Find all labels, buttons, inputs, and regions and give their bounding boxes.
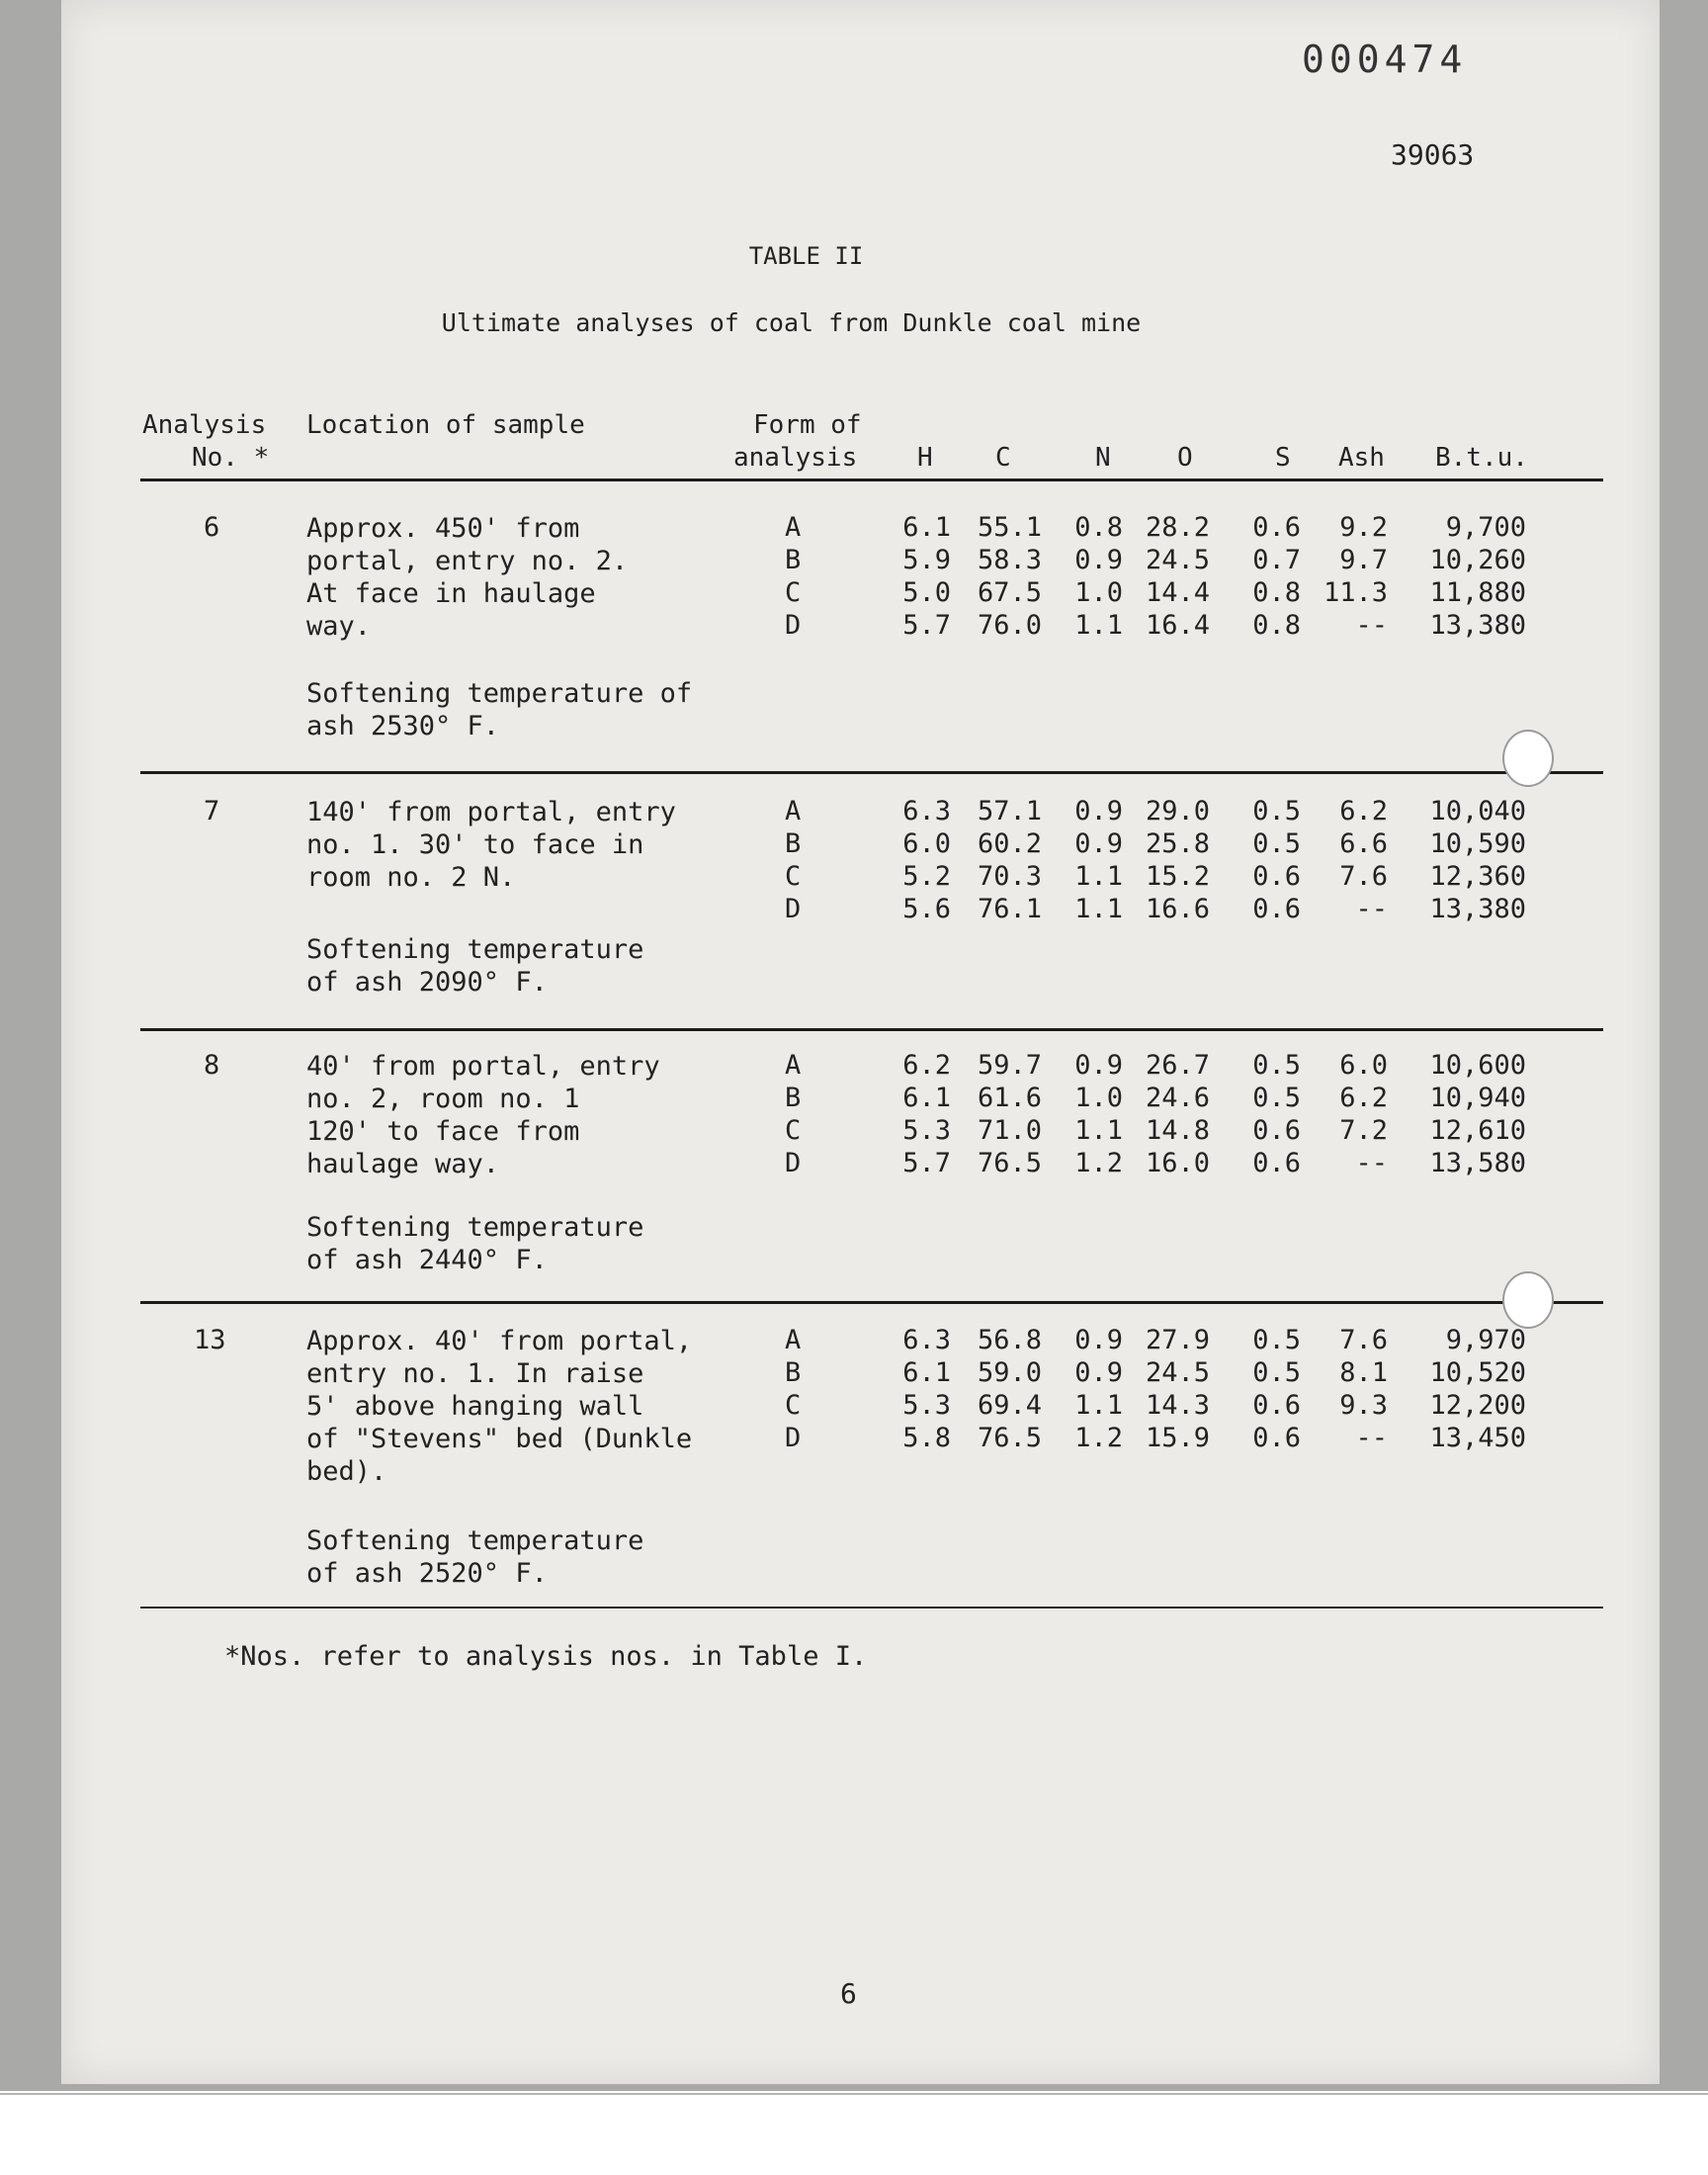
value-c: 71.0: [977, 1115, 1042, 1146]
header-analysis-no: No. *: [192, 443, 270, 473]
value-h: 6.0: [902, 828, 951, 859]
location-line: Approx. 40' from portal,: [306, 1326, 693, 1356]
analysis-number: 7: [204, 796, 220, 826]
value-c: 55.1: [977, 512, 1042, 543]
location-line: 140' from portal, entry: [306, 797, 676, 827]
value-o: 25.8: [1145, 828, 1210, 859]
value-s: 0.5: [1252, 1325, 1301, 1355]
value-ash: --: [1355, 1148, 1388, 1178]
form-of-analysis: B: [785, 1357, 802, 1388]
value-c: 59.0: [977, 1357, 1042, 1388]
value-h: 6.1: [902, 1357, 951, 1388]
value-btu: 10,040: [1429, 796, 1526, 826]
table-footnote: *Nos. refer to analysis nos. in Table I.: [224, 1641, 868, 1672]
value-s: 0.8: [1252, 610, 1301, 641]
value-h: 5.2: [902, 861, 951, 892]
value-s: 0.5: [1252, 796, 1301, 826]
value-c: 56.8: [977, 1325, 1042, 1355]
value-s: 0.6: [1252, 1115, 1301, 1146]
value-c: 76.1: [977, 894, 1042, 924]
value-btu: 13,450: [1429, 1423, 1526, 1453]
header-rule: [140, 478, 1603, 481]
value-s: 0.7: [1252, 545, 1301, 575]
table-number: TABLE II: [748, 242, 864, 270]
value-btu: 10,260: [1429, 545, 1526, 575]
form-of-analysis: C: [785, 1115, 802, 1146]
value-o: 15.2: [1145, 861, 1210, 892]
document-page: [61, 0, 1660, 2084]
header-s: S: [1275, 443, 1291, 473]
value-o: 28.2: [1145, 512, 1210, 543]
value-s: 0.6: [1252, 861, 1301, 892]
value-ash: 6.2: [1339, 1083, 1388, 1113]
value-btu: 11,880: [1429, 577, 1526, 608]
form-of-analysis: D: [785, 1148, 802, 1178]
form-of-analysis: A: [785, 512, 802, 543]
value-o: 14.4: [1145, 577, 1210, 608]
header-c: C: [995, 443, 1011, 473]
group-separator-rule: [140, 771, 1603, 774]
form-of-analysis: C: [785, 861, 802, 892]
value-ash: 9.7: [1339, 545, 1388, 575]
location-line: entry no. 1. In raise: [306, 1358, 644, 1389]
header-btu: B.t.u.: [1435, 443, 1528, 473]
header-analysis-form: analysis: [733, 443, 858, 473]
value-ash: 7.6: [1339, 861, 1388, 892]
value-s: 0.5: [1252, 1083, 1301, 1113]
group-separator-rule: [140, 1301, 1603, 1304]
softening-temperature-line: Softening temperature: [306, 1525, 644, 1556]
value-o: 24.5: [1145, 1357, 1210, 1388]
value-n: 1.1: [1074, 610, 1123, 641]
value-n: 0.9: [1074, 1325, 1123, 1355]
header-form: Form of: [753, 410, 862, 440]
value-s: 0.6: [1252, 1390, 1301, 1421]
value-n: 1.2: [1074, 1423, 1123, 1453]
value-c: 70.3: [977, 861, 1042, 892]
form-of-analysis: B: [785, 545, 802, 575]
value-n: 0.8: [1074, 512, 1123, 543]
analysis-number: 6: [204, 512, 220, 543]
header-n: N: [1095, 443, 1111, 473]
form-of-analysis: B: [785, 828, 802, 859]
form-of-analysis: A: [785, 1325, 802, 1355]
header-h: H: [917, 443, 933, 473]
value-n: 1.1: [1074, 1115, 1123, 1146]
value-o: 24.6: [1145, 1083, 1210, 1113]
analysis-number: 8: [204, 1050, 220, 1081]
value-h: 5.9: [902, 545, 951, 575]
value-h: 6.2: [902, 1050, 951, 1081]
form-of-analysis: C: [785, 1390, 802, 1421]
value-h: 5.6: [902, 894, 951, 924]
value-btu: 10,520: [1429, 1357, 1526, 1388]
form-of-analysis: D: [785, 610, 802, 641]
value-ash: --: [1355, 610, 1388, 641]
value-s: 0.6: [1252, 1423, 1301, 1453]
value-ash: 7.6: [1339, 1325, 1388, 1355]
value-ash: 11.3: [1323, 577, 1388, 608]
softening-temperature-line: Softening temperature: [306, 934, 644, 965]
value-ash: 6.6: [1339, 828, 1388, 859]
value-n: 1.0: [1074, 1083, 1123, 1113]
value-n: 1.2: [1074, 1148, 1123, 1178]
value-s: 0.5: [1252, 1357, 1301, 1388]
location-line: way.: [306, 611, 372, 642]
scan-edge-line: [0, 2093, 1708, 2095]
value-btu: 12,610: [1429, 1115, 1526, 1146]
location-line: bed).: [306, 1456, 387, 1487]
value-ash: 6.2: [1339, 796, 1388, 826]
value-n: 1.1: [1074, 1390, 1123, 1421]
header-o: O: [1177, 443, 1193, 473]
softening-temperature-line: of ash 2440° F.: [306, 1245, 548, 1275]
location-line: Approx. 450' from: [306, 513, 580, 544]
value-ash: 9.2: [1339, 512, 1388, 543]
softening-temperature-line: Softening temperature: [306, 1212, 644, 1243]
value-c: 69.4: [977, 1390, 1042, 1421]
value-c: 61.6: [977, 1083, 1042, 1113]
page-code: 39063: [1391, 138, 1475, 171]
group-separator-rule: [140, 1028, 1603, 1031]
value-h: 6.3: [902, 1325, 951, 1355]
value-c: 60.2: [977, 828, 1042, 859]
location-line: no. 1. 30' to face in: [306, 829, 644, 860]
value-btu: 9,970: [1445, 1325, 1526, 1355]
location-line: haulage way.: [306, 1149, 500, 1179]
location-line: no. 2, room no. 1: [306, 1084, 580, 1114]
value-o: 29.0: [1145, 796, 1210, 826]
value-o: 16.0: [1145, 1148, 1210, 1178]
location-line: 5' above hanging wall: [306, 1391, 644, 1422]
value-s: 0.6: [1252, 894, 1301, 924]
value-c: 58.3: [977, 545, 1042, 575]
value-ash: 8.1: [1339, 1357, 1388, 1388]
value-c: 59.7: [977, 1050, 1042, 1081]
value-btu: 12,200: [1429, 1390, 1526, 1421]
form-of-analysis: D: [785, 1423, 802, 1453]
form-of-analysis: A: [785, 796, 802, 826]
value-o: 14.3: [1145, 1390, 1210, 1421]
value-o: 15.9: [1145, 1423, 1210, 1453]
value-c: 76.5: [977, 1423, 1042, 1453]
header-analysis: Analysis: [142, 410, 267, 440]
value-h: 5.0: [902, 577, 951, 608]
value-s: 0.5: [1252, 828, 1301, 859]
form-of-analysis: C: [785, 577, 802, 608]
value-h: 6.3: [902, 796, 951, 826]
value-h: 6.1: [902, 1083, 951, 1113]
value-s: 0.6: [1252, 512, 1301, 543]
value-ash: 6.0: [1339, 1050, 1388, 1081]
value-btu: 13,580: [1429, 1148, 1526, 1178]
value-ash: --: [1355, 1423, 1388, 1453]
value-n: 0.9: [1074, 828, 1123, 859]
value-s: 0.8: [1252, 577, 1301, 608]
form-of-analysis: A: [785, 1050, 802, 1081]
value-n: 1.1: [1074, 894, 1123, 924]
value-h: 5.7: [902, 1148, 951, 1178]
value-o: 16.6: [1145, 894, 1210, 924]
value-h: 5.7: [902, 610, 951, 641]
value-h: 5.3: [902, 1390, 951, 1421]
value-h: 6.1: [902, 512, 951, 543]
value-ash: 9.3: [1339, 1390, 1388, 1421]
location-line: At face in haulage: [306, 578, 596, 609]
header-ash: Ash: [1338, 443, 1385, 473]
value-btu: 9,700: [1445, 512, 1526, 543]
analysis-number: 13: [194, 1325, 226, 1355]
value-btu: 10,940: [1429, 1083, 1526, 1113]
value-c: 57.1: [977, 796, 1042, 826]
value-o: 16.4: [1145, 610, 1210, 641]
location-line: of "Stevens" bed (Dunkle: [306, 1424, 693, 1454]
softening-temperature-line: Softening temperature of: [306, 678, 693, 709]
value-c: 67.5: [977, 577, 1042, 608]
value-ash: 7.2: [1339, 1115, 1388, 1146]
value-ash: --: [1355, 894, 1388, 924]
value-btu: 13,380: [1429, 610, 1526, 641]
softening-temperature-line: of ash 2090° F.: [306, 967, 548, 998]
form-of-analysis: D: [785, 894, 802, 924]
softening-temperature-line: ash 2530° F.: [306, 711, 500, 741]
value-n: 0.9: [1074, 796, 1123, 826]
value-o: 24.5: [1145, 545, 1210, 575]
value-o: 14.8: [1145, 1115, 1210, 1146]
value-btu: 13,380: [1429, 894, 1526, 924]
value-n: 0.9: [1074, 545, 1123, 575]
softening-temperature-line: of ash 2520° F.: [306, 1558, 548, 1589]
location-line: 120' to face from: [306, 1116, 580, 1147]
value-btu: 10,590: [1429, 828, 1526, 859]
value-btu: 10,600: [1429, 1050, 1526, 1081]
table-title: Ultimate analyses of coal from Dunkle coal mine: [441, 308, 1142, 337]
value-h: 5.3: [902, 1115, 951, 1146]
punch-hole: [1502, 1271, 1554, 1329]
table-bottom-rule: [140, 1607, 1603, 1609]
document-number: 000474: [1302, 38, 1468, 81]
value-n: 1.1: [1074, 861, 1123, 892]
value-n: 0.9: [1074, 1357, 1123, 1388]
value-h: 5.8: [902, 1423, 951, 1453]
value-o: 27.9: [1145, 1325, 1210, 1355]
page-number: 6: [840, 1977, 857, 2010]
location-line: room no. 2 N.: [306, 862, 516, 893]
value-c: 76.0: [977, 610, 1042, 641]
punch-hole: [1502, 730, 1554, 787]
value-n: 1.0: [1074, 577, 1123, 608]
form-of-analysis: B: [785, 1083, 802, 1113]
value-s: 0.6: [1252, 1148, 1301, 1178]
value-o: 26.7: [1145, 1050, 1210, 1081]
header-location: Location of sample: [306, 410, 585, 440]
location-line: portal, entry no. 2.: [306, 546, 629, 576]
value-s: 0.5: [1252, 1050, 1301, 1081]
value-c: 76.5: [977, 1148, 1042, 1178]
value-n: 0.9: [1074, 1050, 1123, 1081]
value-btu: 12,360: [1429, 861, 1526, 892]
location-line: 40' from portal, entry: [306, 1051, 660, 1082]
